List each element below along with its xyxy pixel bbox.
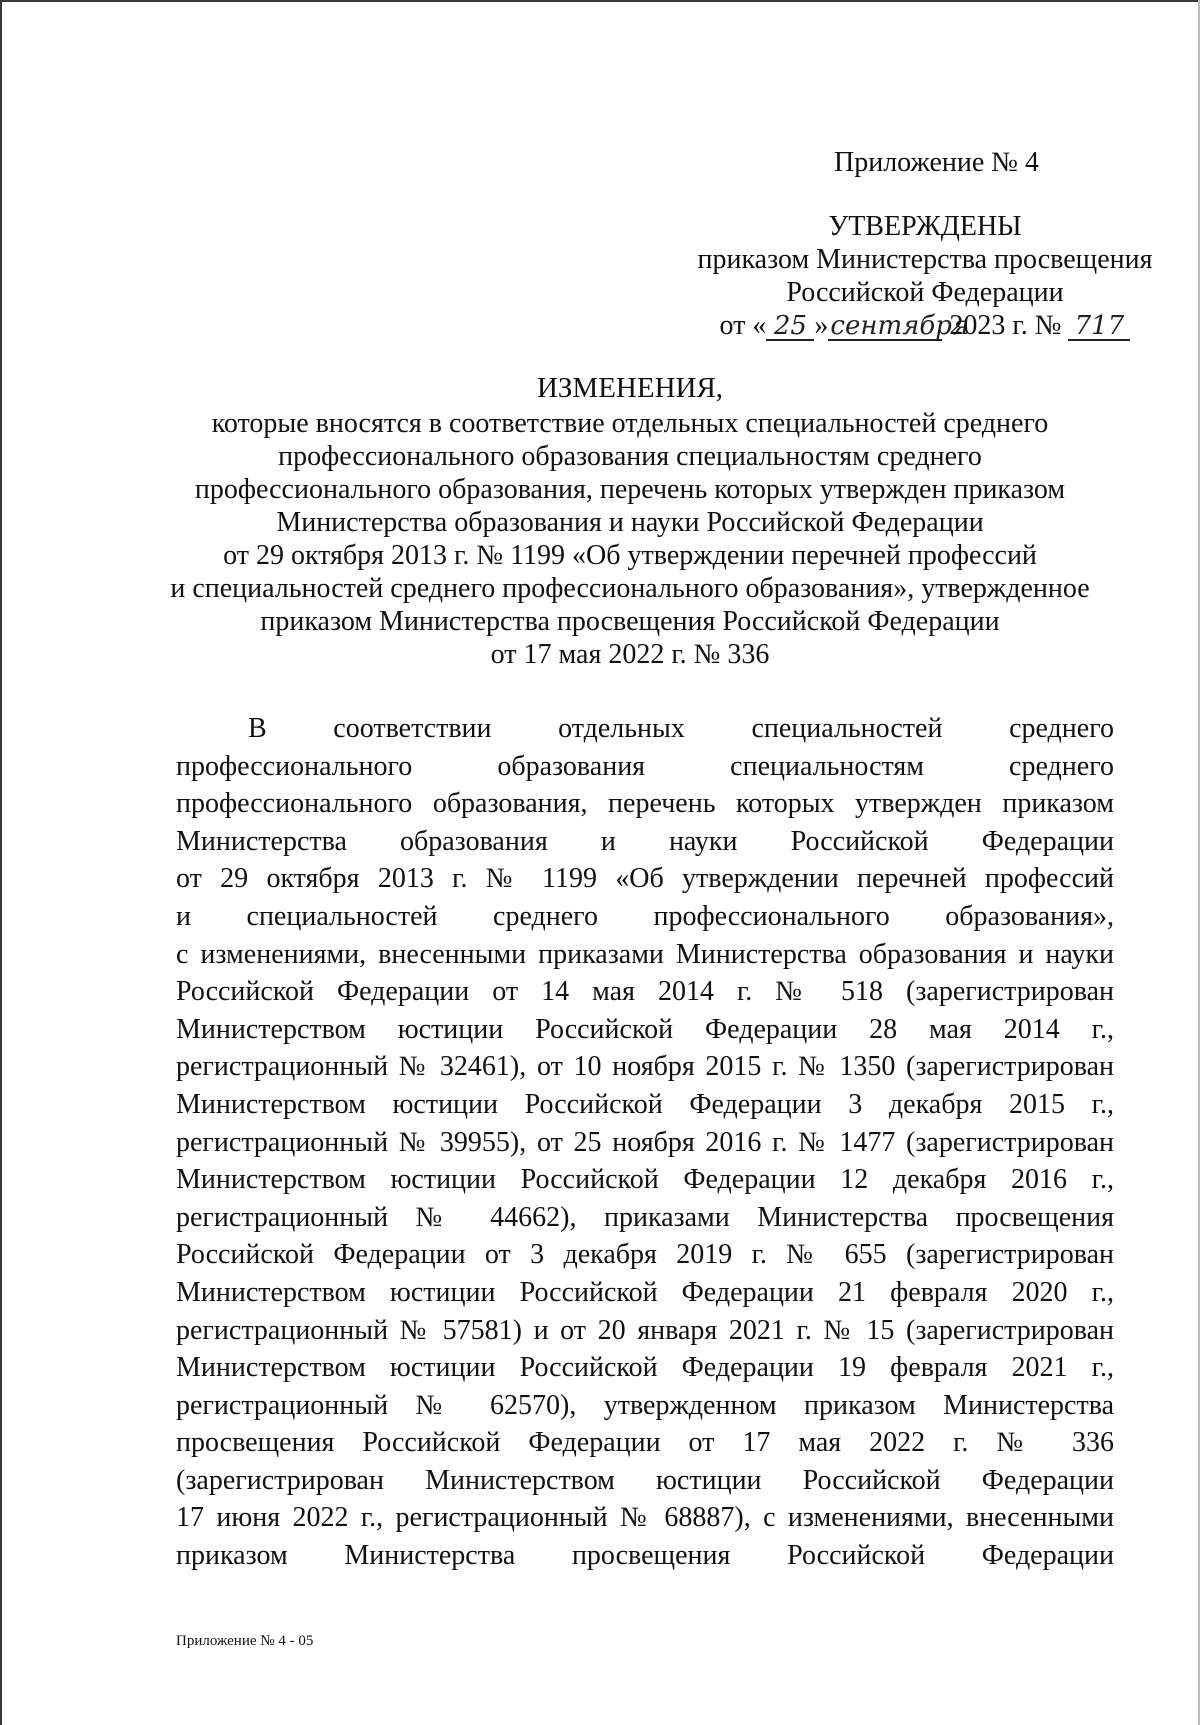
body-line: Российской Федерации от 14 мая 2014 г. № 518 (зарегистрирован [176,976,1114,1008]
handwritten-month: сентября [830,311,970,341]
appendix-label: Приложение № 4 [834,147,1039,178]
body-line: Министерства образования и науки Российской Федерации [176,825,1114,857]
body-line: просвещения Российской Федерации от 17 мая 2022 г. № 336 [176,1427,1114,1459]
body-line: от 29 октября 2013 г. № 1199 «Об утверждении перечней профессий [176,863,1114,895]
approval-date-line [690,309,1160,342]
body-line: Министерством юстиции Российской Федерации 19 февраля 2021 г., [176,1352,1114,1384]
body-line: Российской Федерации от 3 декабря 2019 г. № 655 (зарегистрирован [176,1239,1114,1271]
body-line: приказом Министерства просвещения Российской Федерации [176,1540,1114,1572]
scan-edge-left [0,0,2,1725]
body-line: регистрационный № 62570), утвержденном приказом Министерства [176,1389,1114,1421]
approved-by-line-1: приказом Министерства просвещения [697,244,1153,275]
date-quote-close: » [814,310,829,341]
body-line: Министерством юстиции Российской Федерации 12 декабря 2016 г., [176,1164,1114,1196]
body-line: профессионального образования специальностям среднего [176,750,1114,782]
body-line: В соответствии отдельных специальностей среднего [248,713,1114,744]
body-line: Министерством юстиции Российской Федерации 21 февраля 2020 г., [176,1276,1114,1308]
date-prefix: от « [719,310,767,341]
body-paragraph [176,710,1114,1575]
handwritten-order-number: 717 [1068,313,1130,341]
approved-heading: УТВЕРЖДЕНЫ [828,211,1022,242]
body-line: Министерством юстиции Российской Федерации 28 мая 2014 г., [176,1013,1114,1045]
changes-title-block [120,372,1140,671]
date-year: 2023 г. № [949,310,1062,341]
changes-heading: ИЗМЕНЕНИЯ, [536,372,724,404]
body-line: регистрационный № 39955), от 25 ноября 2016 г. № 1477 (зарегистрирован [176,1126,1114,1158]
body-line: регистрационный № 57581) и от 20 января 2021 г. № 15 (зарегистрирован [176,1314,1114,1346]
body-line: и специальностей среднего профессионального образования», [176,900,1114,932]
body-line: 17 июня 2022 г., регистрационный № 68887), с изменениями, внесенными [176,1502,1114,1534]
body-line: профессионального образования, перечень которых утвержден приказом [176,788,1114,820]
body-line: Министерством юстиции Российской Федерации 3 декабря 2015 г., [176,1088,1114,1120]
title-line: профессионального образования, перечень которых утвержден приказом [194,474,1066,505]
body-line: регистрационный № 44662), приказами Министерства просвещения [176,1201,1114,1233]
title-line: и специальностей среднего профессионального образования», утвержденное [170,573,1090,604]
title-line: от 17 мая 2022 г. № 336 [490,639,770,670]
title-line: от 29 октября 2013 г. № 1199 «Об утверждении перечней профессий [223,540,1037,571]
body-line: с изменениями, внесенными приказами Министерства образования и науки [176,938,1114,970]
body-line: (зарегистрирован Министерством юстиции Российской Федерации [176,1464,1114,1496]
title-line: приказом Министерства просвещения Российской Федерации [260,606,1000,637]
approved-by-line-2: Российской Федерации [786,277,1064,308]
title-line: которые вносятся в соответствие отдельных специальностей среднего [211,408,1049,439]
scan-edge-top [0,0,1200,2]
title-line: Министерства образования и науки Российской Федерации [276,507,984,538]
body-line: регистрационный № 32461), от 10 ноября 2015 г. № 1350 (зарегистрирован [176,1051,1114,1083]
handwritten-day: 25 [766,313,814,341]
approval-block [690,210,1160,342]
footer-label: Приложение № 4 - 05 [176,1633,314,1649]
title-line: профессионального образования специальностям среднего [278,441,982,472]
